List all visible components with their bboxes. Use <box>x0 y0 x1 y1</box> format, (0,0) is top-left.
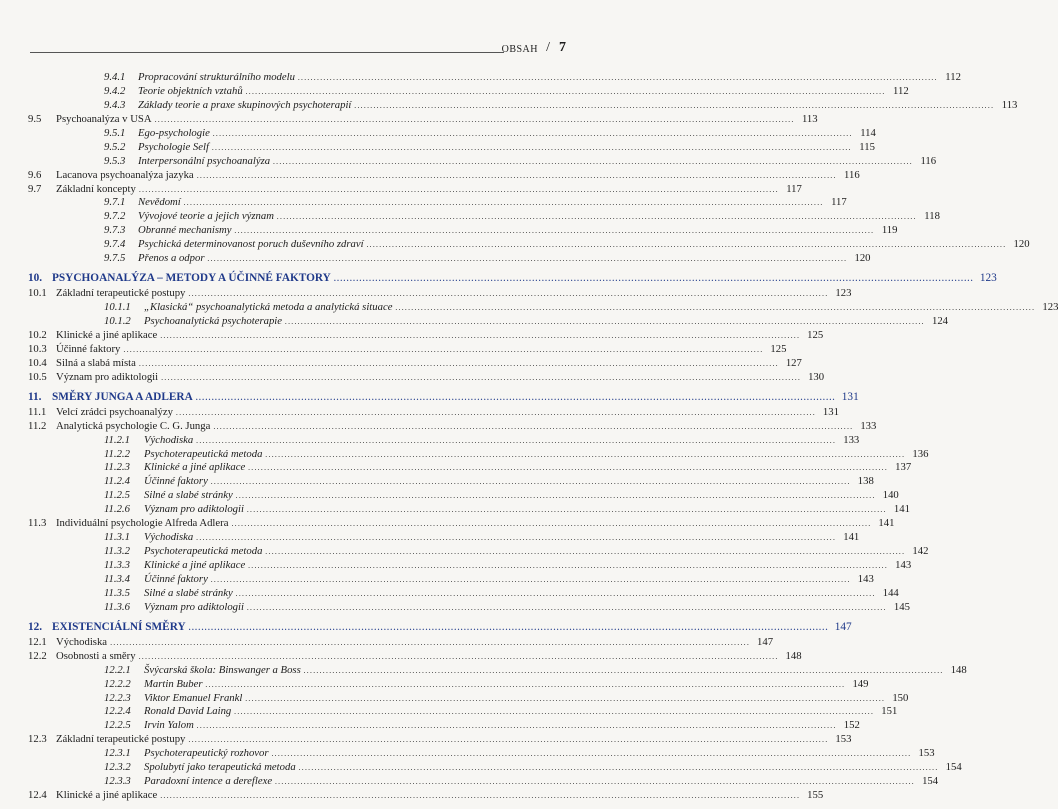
toc-entry-title: Základní terapeutické postupy <box>56 733 186 746</box>
toc-entry-page: 117 <box>786 182 802 195</box>
toc-entry-title: Klinické a jiné aplikace <box>56 789 158 802</box>
toc-entry <box>28 182 802 197</box>
toc-entry-title: Propracování strukturálního modelu <box>138 71 295 83</box>
toc-chapter <box>28 271 997 286</box>
dot-leader: ........................................................................................................................................................................................................ <box>285 317 925 326</box>
toc-entry-number: 12.2.4 <box>104 705 131 718</box>
toc-entry-page: 133 <box>860 419 877 432</box>
toc-entry-number: 9.7 <box>28 182 42 195</box>
toc-entry <box>28 140 875 155</box>
toc-entry <box>28 98 1018 113</box>
toc-entry-page: 141 <box>878 517 895 530</box>
toc-entry <box>28 747 935 761</box>
toc-entry-number: 9.7.2 <box>104 210 126 223</box>
toc-entry-page: 115 <box>859 140 875 153</box>
toc-entry-title: Ronald David Laing <box>144 705 232 718</box>
toc-entry-title: Silná a slabá místa <box>56 356 136 369</box>
header-rule <box>30 52 504 53</box>
toc-entry <box>28 84 909 99</box>
toc-entry <box>28 789 824 803</box>
toc-entry-title: Martin Buber <box>144 677 203 690</box>
toc-entry-title: Psychologie Self <box>138 140 209 153</box>
toc-entry <box>28 154 937 169</box>
toc-entry <box>28 775 939 789</box>
toc-entry-number: 12.1 <box>28 635 47 648</box>
dot-leader: ........................................................................................................................................................................................................ <box>265 449 906 459</box>
toc-entry-title: Přenos a odpor <box>138 252 205 265</box>
toc-entry-title: Obranné mechanismy <box>138 224 232 237</box>
toc-entry <box>28 600 910 615</box>
dot-leader: ........................................................................................................................................................................................................ <box>183 198 824 208</box>
toc-entry-page: 133 <box>843 433 860 446</box>
toc-entry-page: 154 <box>945 761 962 774</box>
toc-entry-title: Individuální psychologie Alfreda Adlera <box>56 517 229 530</box>
toc-entry-title: Irvin Yalom <box>144 719 194 732</box>
toc-entry-number: 9.7.1 <box>104 196 126 209</box>
toc-entry-title: Psychoanalýza v USA <box>56 112 152 125</box>
dot-leader: ........................................................................................................................................................................................................ <box>161 372 802 382</box>
toc-entry-page: 116 <box>920 154 937 167</box>
toc-entry-title: Klinické a jiné aplikace <box>56 328 158 341</box>
toc-entry <box>28 649 802 664</box>
toc-entry-title: Základy teorie a praxe skupinových psychoterapií <box>138 98 352 111</box>
toc-entry-number: 12.3.3 <box>104 775 131 788</box>
toc-entry-number: 12.4 <box>28 789 47 802</box>
toc-entry-title: Účinné faktory <box>144 475 208 488</box>
toc-entry-page: 150 <box>892 691 909 704</box>
toc-entry <box>28 405 839 420</box>
toc-entry <box>28 461 912 475</box>
header-label: OBSAH <box>501 44 538 55</box>
dot-leader: ........................................................................................................................................................................................................ <box>154 114 795 124</box>
toc-entry-title: Vývojové teorie a jejich význam <box>138 210 274 223</box>
toc-entry-page: 117 <box>831 196 847 209</box>
toc-entry-page: 130 <box>808 370 825 383</box>
toc-entry-title: Ego-psychologie <box>138 126 210 139</box>
toc-chapter <box>28 390 859 405</box>
toc-entry-title: Základní koncepty <box>56 182 136 195</box>
toc-entry <box>28 71 961 85</box>
toc-entry-title: Silné a slabé stránky <box>144 586 233 599</box>
toc-entry <box>28 586 899 601</box>
dot-leader: ........................................................................................................................................................................................................ <box>123 344 764 354</box>
toc-entry-page: 120 <box>854 252 871 265</box>
toc-entry-page: 143 <box>857 572 874 585</box>
toc-entry-page: 140 <box>882 489 899 502</box>
dot-leader: ........................................................................................................................................................................................................ <box>246 505 887 515</box>
toc-entry-page: 113 <box>801 112 818 125</box>
dot-leader: ........................................................................................................................................................................................................ <box>207 254 848 264</box>
toc-entry <box>28 238 1030 252</box>
toc-entry-title: Teorie objektních vztahů <box>138 84 243 97</box>
toc-entry-number: 9.4.1 <box>104 71 126 83</box>
page-header <box>30 40 572 60</box>
toc-entry-number: 9.6 <box>28 168 42 181</box>
toc-entry <box>28 168 860 183</box>
toc-entry-title: Východiska <box>144 531 194 544</box>
toc-entry-title: Klinické a jiné aplikace <box>144 559 246 571</box>
toc-entry-number: 12.2.1 <box>104 663 131 676</box>
toc-entry-number: 9.5.1 <box>104 126 126 139</box>
toc-entry-title: Švýcarská škola: Binswanger a Boss <box>144 663 301 676</box>
toc-entry <box>28 635 774 650</box>
toc-entry <box>28 301 1058 315</box>
toc-entry-number: 9.7.3 <box>104 224 126 237</box>
toc-entry <box>28 287 852 301</box>
dot-leader: ........................................................................................................................................................................................................ <box>235 588 876 598</box>
toc-entry-title: Silné a slabé stránky <box>144 489 233 502</box>
toc-entry <box>28 356 802 371</box>
toc-entry-number: 11.2.3 <box>104 461 130 474</box>
toc-entry-page: 155 <box>807 789 824 802</box>
dot-leader: ........................................................................................................................................................................................................ <box>265 547 906 557</box>
toc-entry-page: 149 <box>852 677 869 690</box>
toc-entry-page: 116 <box>844 168 860 181</box>
toc-entry-title: Význam pro adiktologii <box>144 503 244 516</box>
toc-entry-page: 152 <box>843 719 860 732</box>
toc-entry-number: 9.5.3 <box>104 154 126 167</box>
toc-entry-page: 148 <box>785 649 802 662</box>
toc-entry-title: Význam pro adiktologii <box>56 370 159 383</box>
dot-leader: ........................................................................................................................................................................................................ <box>245 86 886 96</box>
toc-entry-number: 10. <box>28 272 43 285</box>
dot-leader: ........................................................................................................................................................................................................ <box>354 100 995 110</box>
toc-entry-number: 10.2 <box>28 328 47 341</box>
page-number: 7 <box>559 40 566 55</box>
toc-entry <box>28 545 929 559</box>
dot-leader: ........................................................................................................................................................................................................ <box>195 392 836 402</box>
toc-entry-number: 11.2.1 <box>104 433 130 446</box>
toc-entry-page: 119 <box>881 224 898 237</box>
dot-leader: ........................................................................................................................................................................................................ <box>160 791 801 801</box>
toc-entry-number: 11.3.6 <box>104 600 130 613</box>
toc-entry-number: 10.1 <box>28 287 47 300</box>
toc-entry-page: 125 <box>770 342 787 355</box>
toc-entry-number: 12.2.5 <box>104 719 131 732</box>
dot-leader: ........................................................................................................................................................................................................ <box>110 637 751 647</box>
toc-entry-page: 137 <box>895 461 912 474</box>
dot-leader: ........................................................................................................................................................................................................ <box>138 358 779 368</box>
toc-entry-page: 123 <box>835 287 852 300</box>
header-separator: / <box>546 40 550 55</box>
toc-entry <box>28 677 869 692</box>
toc-entry-page: 138 <box>857 475 874 488</box>
toc-entry <box>28 572 874 587</box>
toc-entry-title: EXISTENCIÁLNÍ SMĚRY <box>52 620 186 633</box>
toc-entry-number: 10.1.1 <box>104 301 131 314</box>
toc-entry-number: 11.3.1 <box>104 531 130 544</box>
toc-entry-page: 153 <box>918 747 935 760</box>
toc-entry-title: Význam pro adiktologii <box>144 600 244 613</box>
toc-entry-title: Spolubytí jako terapeutická metoda <box>144 761 296 774</box>
dot-leader: ........................................................................................................................................................................................................ <box>175 407 816 417</box>
toc-entry-number: 11.2.2 <box>104 447 130 460</box>
toc-entry-page: 131 <box>841 390 859 403</box>
toc-entry-title: PSYCHOANALÝZA – METODY A ÚČINNÉ FAKTORY <box>52 272 331 285</box>
toc-entry <box>28 733 852 747</box>
dot-leader: ........................................................................................................................................................................................................ <box>205 679 846 689</box>
toc-entry-number: 11. <box>28 390 42 403</box>
toc-entry-title: „Klasická“ psychoanalytická metoda a analytická situace <box>144 301 393 314</box>
toc-entry <box>28 705 898 719</box>
dot-leader: ........................................................................................................................................................................................................ <box>196 533 837 543</box>
toc-entry <box>28 196 847 210</box>
toc-entry-page: 124 <box>931 315 948 327</box>
toc-entry <box>28 475 874 489</box>
toc-entry-page: 123 <box>1042 301 1058 314</box>
toc-entry <box>28 342 787 357</box>
toc-entry-page: 112 <box>945 71 961 83</box>
dot-leader: ........................................................................................................................................................................................................ <box>273 156 914 166</box>
toc-entry <box>28 447 929 462</box>
toc-entry <box>28 252 871 266</box>
dot-leader: ........................................................................................................................................................................................................ <box>303 665 944 675</box>
toc-entry <box>28 126 876 141</box>
toc-entry-page: 141 <box>843 531 860 544</box>
dot-leader: ........................................................................................................................................................................................................ <box>231 519 872 529</box>
table-of-contents <box>28 71 1058 803</box>
toc-entry-title: Nevědomí <box>138 196 181 209</box>
toc-entry <box>28 224 898 238</box>
toc-entry-number: 10.3 <box>28 342 47 355</box>
toc-entry <box>28 328 824 343</box>
dot-leader: ........................................................................................................................................................................................................ <box>196 721 837 731</box>
toc-entry-number: 10.5 <box>28 370 47 383</box>
toc-entry-page: 147 <box>834 620 852 633</box>
dot-leader: ........................................................................................................................................................................................................ <box>160 330 801 340</box>
toc-entry-title: Východiska <box>56 635 108 648</box>
dot-leader: ........................................................................................................................................................................................................ <box>248 561 889 570</box>
dot-leader: ........................................................................................................................................................................................................ <box>297 73 938 82</box>
toc-entry-number: 11.1 <box>28 405 47 418</box>
dot-leader: ........................................................................................................................................................................................................ <box>211 142 852 152</box>
toc-entry-title: Klinické a jiné aplikace <box>144 461 246 474</box>
toc-entry-page: 114 <box>860 126 876 139</box>
toc-entry-page: 118 <box>924 210 940 223</box>
toc-entry-title: Účinné faktory <box>144 572 208 585</box>
toc-entry-title: SMĚRY JUNGA A ADLERA <box>52 390 193 403</box>
toc-entry-number: 11.3.2 <box>104 545 130 558</box>
toc-entry-number: 12.2.2 <box>104 677 131 690</box>
toc-entry-number: 11.3.4 <box>104 572 130 585</box>
toc-entry-number: 11.3.5 <box>104 586 130 599</box>
toc-entry-number: 12.2 <box>28 649 47 662</box>
dot-leader: ........................................................................................................................................................................................................ <box>275 777 916 787</box>
toc-entry-page: 142 <box>912 545 929 558</box>
toc-entry-page: 143 <box>895 559 912 571</box>
toc-entry-number: 11.3.3 <box>104 559 130 571</box>
toc-entry <box>28 663 967 678</box>
toc-entry-number: 10.4 <box>28 356 47 369</box>
toc-entry-title: Analytická psychologie C. G. Junga <box>56 419 211 432</box>
dot-leader: ........................................................................................................................................................................................................ <box>333 274 974 284</box>
dot-leader: ........................................................................................................................................................................................................ <box>276 212 917 222</box>
toc-entry-page: 120 <box>1013 238 1030 251</box>
dot-leader: ........................................................................................................................................................................................................ <box>196 435 837 445</box>
toc-entry-title: Základní terapeutické postupy <box>56 287 186 300</box>
toc-entry-page: 125 <box>807 328 824 341</box>
toc-entry-number: 9.7.5 <box>104 252 126 265</box>
toc-entry-number: 9.5 <box>28 112 42 125</box>
dot-leader: ........................................................................................................................................................................................................ <box>210 477 851 487</box>
toc-entry-number: 12.2.3 <box>104 691 131 704</box>
dot-leader: ........................................................................................................................................................................................................ <box>246 602 887 612</box>
toc-entry-page: 131 <box>822 405 839 418</box>
dot-leader: ........................................................................................................................................................................................................ <box>188 289 829 299</box>
dot-leader: ........................................................................................................................................................................................................ <box>212 128 853 138</box>
toc-entry-page: 145 <box>893 600 910 613</box>
dot-leader: ........................................................................................................................................................................................................ <box>248 463 889 473</box>
toc-entry <box>28 433 860 448</box>
toc-entry-number: 9.5.2 <box>104 140 126 153</box>
toc-entry-title: Interpersonální psychoanalýza <box>138 154 271 167</box>
toc-entry-page: 144 <box>882 586 899 599</box>
toc-entry-title: Velcí zrádci psychoanalýzy <box>56 405 173 418</box>
toc-entry-page: 154 <box>922 775 939 788</box>
toc-entry-number: 11.2.6 <box>104 503 130 516</box>
toc-entry <box>28 761 962 775</box>
toc-entry <box>28 315 948 329</box>
dot-leader: ........................................................................................................................................................................................................ <box>271 749 912 759</box>
dot-leader: ........................................................................................................................................................................................................ <box>138 651 779 661</box>
toc-chapter <box>28 620 852 635</box>
dot-leader: ........................................................................................................................................................................................................ <box>138 184 779 194</box>
toc-entry-number: 12.3.1 <box>104 747 131 760</box>
toc-entry-title: Psychoterapeutická metoda <box>144 545 263 558</box>
toc-entry-number: 12.3 <box>28 733 47 746</box>
toc-entry-title: Účinné faktory <box>56 342 121 355</box>
toc-entry-page: 113 <box>1001 98 1018 111</box>
dot-leader: ........................................................................................................................................................................................................ <box>213 421 854 431</box>
dot-leader: ........................................................................................................................................................................................................ <box>395 303 1036 313</box>
dot-leader: ........................................................................................................................................................................................................ <box>188 735 829 745</box>
toc-entry <box>28 691 909 706</box>
toc-entry-page: 127 <box>785 356 802 369</box>
toc-entry-title: Východiska <box>144 433 194 446</box>
toc-entry <box>28 112 818 127</box>
toc-entry-number: 12.3.2 <box>104 761 131 774</box>
dot-leader: ........................................................................................................................................................................................................ <box>210 574 851 584</box>
toc-entry-title: Psychoanalytická psychoterapie <box>144 315 282 327</box>
dot-leader: ........................................................................................................................................................................................................ <box>235 491 876 501</box>
toc-entry <box>28 719 860 733</box>
toc-entry <box>28 517 895 531</box>
toc-entry-page: 147 <box>757 635 774 648</box>
toc-entry-number: 10.1.2 <box>104 315 131 327</box>
toc-entry-title: Psychická determinovanost poruch duševního zdraví <box>138 238 364 251</box>
toc-entry-title: Psychoterapeutický rozhovor <box>144 747 269 760</box>
dot-leader: ........................................................................................................................................................................................................ <box>196 170 837 180</box>
toc-entry-page: 112 <box>893 84 909 97</box>
toc-entry <box>28 210 940 224</box>
toc-entry-page: 141 <box>893 503 910 516</box>
toc-entry-number: 11.2 <box>28 419 47 432</box>
toc-entry-number: 11.2.4 <box>104 475 130 488</box>
toc-entry-title: Paradoxní intence a dereflexe <box>144 775 273 788</box>
toc-entry <box>28 489 899 503</box>
toc-entry <box>28 531 860 545</box>
toc-entry-title: Viktor Emanuel Frankl <box>144 691 243 704</box>
dot-leader: ........................................................................................................................................................................................................ <box>234 226 875 236</box>
toc-entry <box>28 419 877 434</box>
dot-leader: ........................................................................................................................................................................................................ <box>234 707 875 717</box>
toc-entry-title: Psychoterapeutická metoda <box>144 447 263 460</box>
dot-leader: ........................................................................................................................................................................................................ <box>366 240 1007 250</box>
toc-entry-page: 123 <box>979 272 997 285</box>
dot-leader: ........................................................................................................................................................................................................ <box>245 693 886 703</box>
toc-entry-page: 136 <box>912 447 929 460</box>
toc-entry-page: 148 <box>950 663 967 676</box>
toc-entry-number: 11.3 <box>28 517 47 530</box>
toc-entry <box>28 370 825 385</box>
toc-entry-title: Osobnosti a směry <box>56 649 136 662</box>
toc-entry-number: 11.2.5 <box>104 489 130 502</box>
toc-entry-number: 12. <box>28 620 43 633</box>
toc-entry <box>28 559 912 573</box>
toc-entry-number: 9.7.4 <box>104 238 126 251</box>
toc-entry-number: 9.4.2 <box>104 84 126 97</box>
toc-entry-page: 153 <box>835 733 852 746</box>
dot-leader: ........................................................................................................................................................................................................ <box>188 622 829 632</box>
toc-entry-page: 151 <box>881 705 898 718</box>
toc-entry-number: 9.4.3 <box>104 98 126 111</box>
toc-entry <box>28 503 910 517</box>
dot-leader: ........................................................................................................................................................................................................ <box>298 763 939 773</box>
toc-entry-title: Lacanova psychoanalýza jazyka <box>56 168 194 181</box>
